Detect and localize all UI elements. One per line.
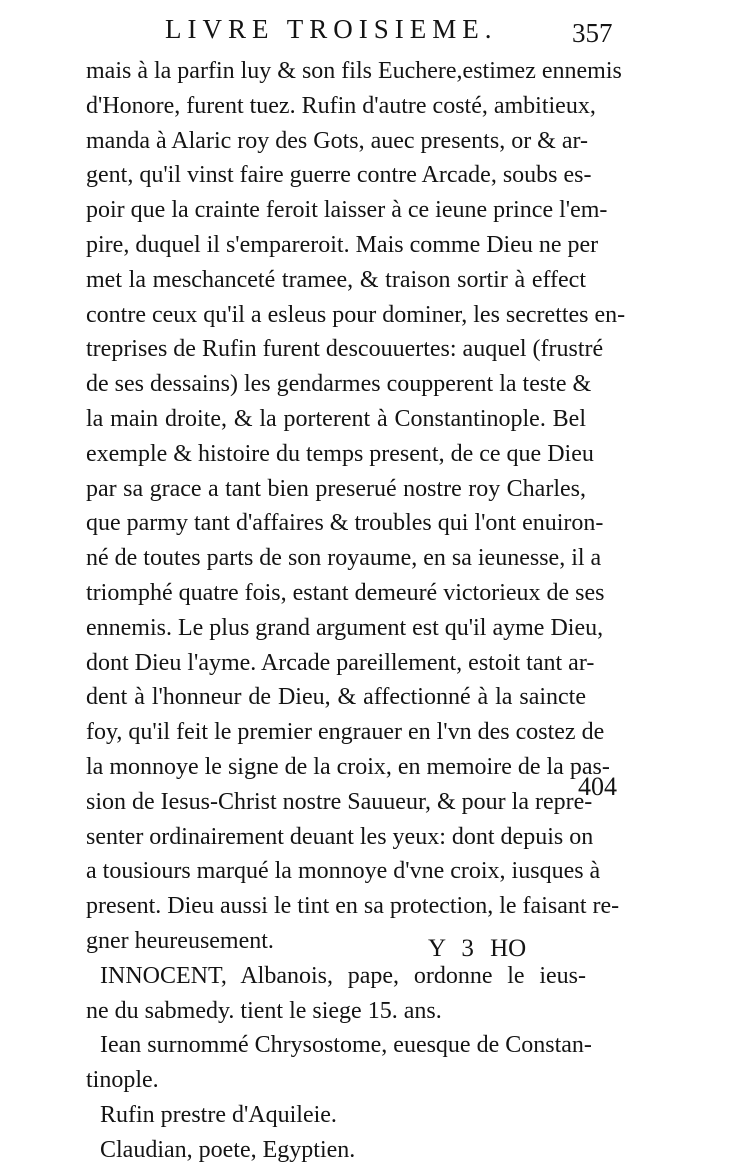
page-number: 357 — [572, 18, 613, 48]
text-line: pire, duquel il s'empareroit. Mais comme Dieu ne per — [86, 231, 599, 258]
text-line: manda à Alaric roy des Gots, auec presents, or & ar- — [86, 127, 589, 154]
text-line: foy, qu'il feit le premier engrauer en l'vn des costez de — [86, 719, 605, 746]
text-line: treprises de Rufin furent descouuertes: auquel (frustré — [86, 336, 604, 363]
text-line: par sa grace a tant bien preserué nostre roy Charles, — [86, 475, 586, 502]
text-line: contre ceux qu'il a esleus pour dominer, les secrettes en- — [86, 301, 626, 328]
text-line: la main droite, & la porterent à Constantinople. Bel — [86, 405, 586, 432]
text-line: dont Dieu l'ayme. Arcade pareillement, estoit tant ar- — [86, 649, 595, 676]
entry-line: tinople. — [86, 1067, 159, 1094]
entry-line: ne du sabmedy. tient le siege 15. ans. — [86, 997, 442, 1024]
text-line: d'Honore, furent tuez. Rufin d'autre costé, ambitieux, — [86, 92, 596, 119]
text-line: né de toutes parts de son royaume, en sa ieunesse, il a — [86, 545, 602, 572]
text-line: gent, qu'il vinst faire guerre contre Arcade, soubs es- — [86, 162, 592, 189]
text-line: que parmy tant d'affaires & troubles qui l'ont enuiron- — [86, 510, 604, 537]
text-line: met la meschanceté tramee, & traison sortir à effect — [86, 266, 586, 293]
text-line: sion de Iesus-Christ nostre Sauueur, & pour la repre- — [86, 788, 593, 815]
signature-mark: Y 3 HO — [428, 935, 527, 962]
text-line: la monnoye le signe de la croix, en memoire de la pas- — [86, 753, 610, 780]
running-head: LIVRE TROISIEME. — [165, 14, 498, 44]
text-line: exemple & histoire du temps present, de ce que Dieu — [86, 440, 594, 467]
entry-line: Rufin prestre d'Aquileie. — [100, 1101, 337, 1128]
margin-year-note: 404 — [578, 772, 617, 801]
entry-line: Claudian, poete, Egyptien. — [100, 1136, 356, 1163]
text-line: de ses dessains) les gendarmes coupperent la teste & — [86, 371, 592, 398]
entry-line: INNOCENT, Albanois, pape, ordonne le ieus- — [100, 962, 586, 989]
text-line: a tousiours marqué la monnoye d'vne croix, iusques à — [86, 858, 601, 885]
text-line: ennemis. Le plus grand argument est qu'il ayme Dieu, — [86, 614, 604, 641]
entry-line: Iean surnommé Chrysostome, euesque de Constan- — [100, 1032, 592, 1059]
text-line: gner heureusement. — [86, 927, 274, 954]
text-line: triomphé quatre fois, estant demeuré victorieux de ses — [86, 579, 605, 606]
text-line: present. Dieu aussi le tint en sa protection, le faisant re- — [86, 893, 620, 920]
text-line: senter ordinairement deuant les yeux: dont depuis on — [86, 823, 594, 850]
text-line: poir que la crainte feroit laisser à ce ieune prince l'em- — [86, 197, 608, 224]
text-line: dent à l'honneur de Dieu, & affectionné à la saincte — [86, 684, 586, 711]
text-line: mais à la parfin luy & son fils Euchere,estimez ennemis — [86, 58, 622, 84]
